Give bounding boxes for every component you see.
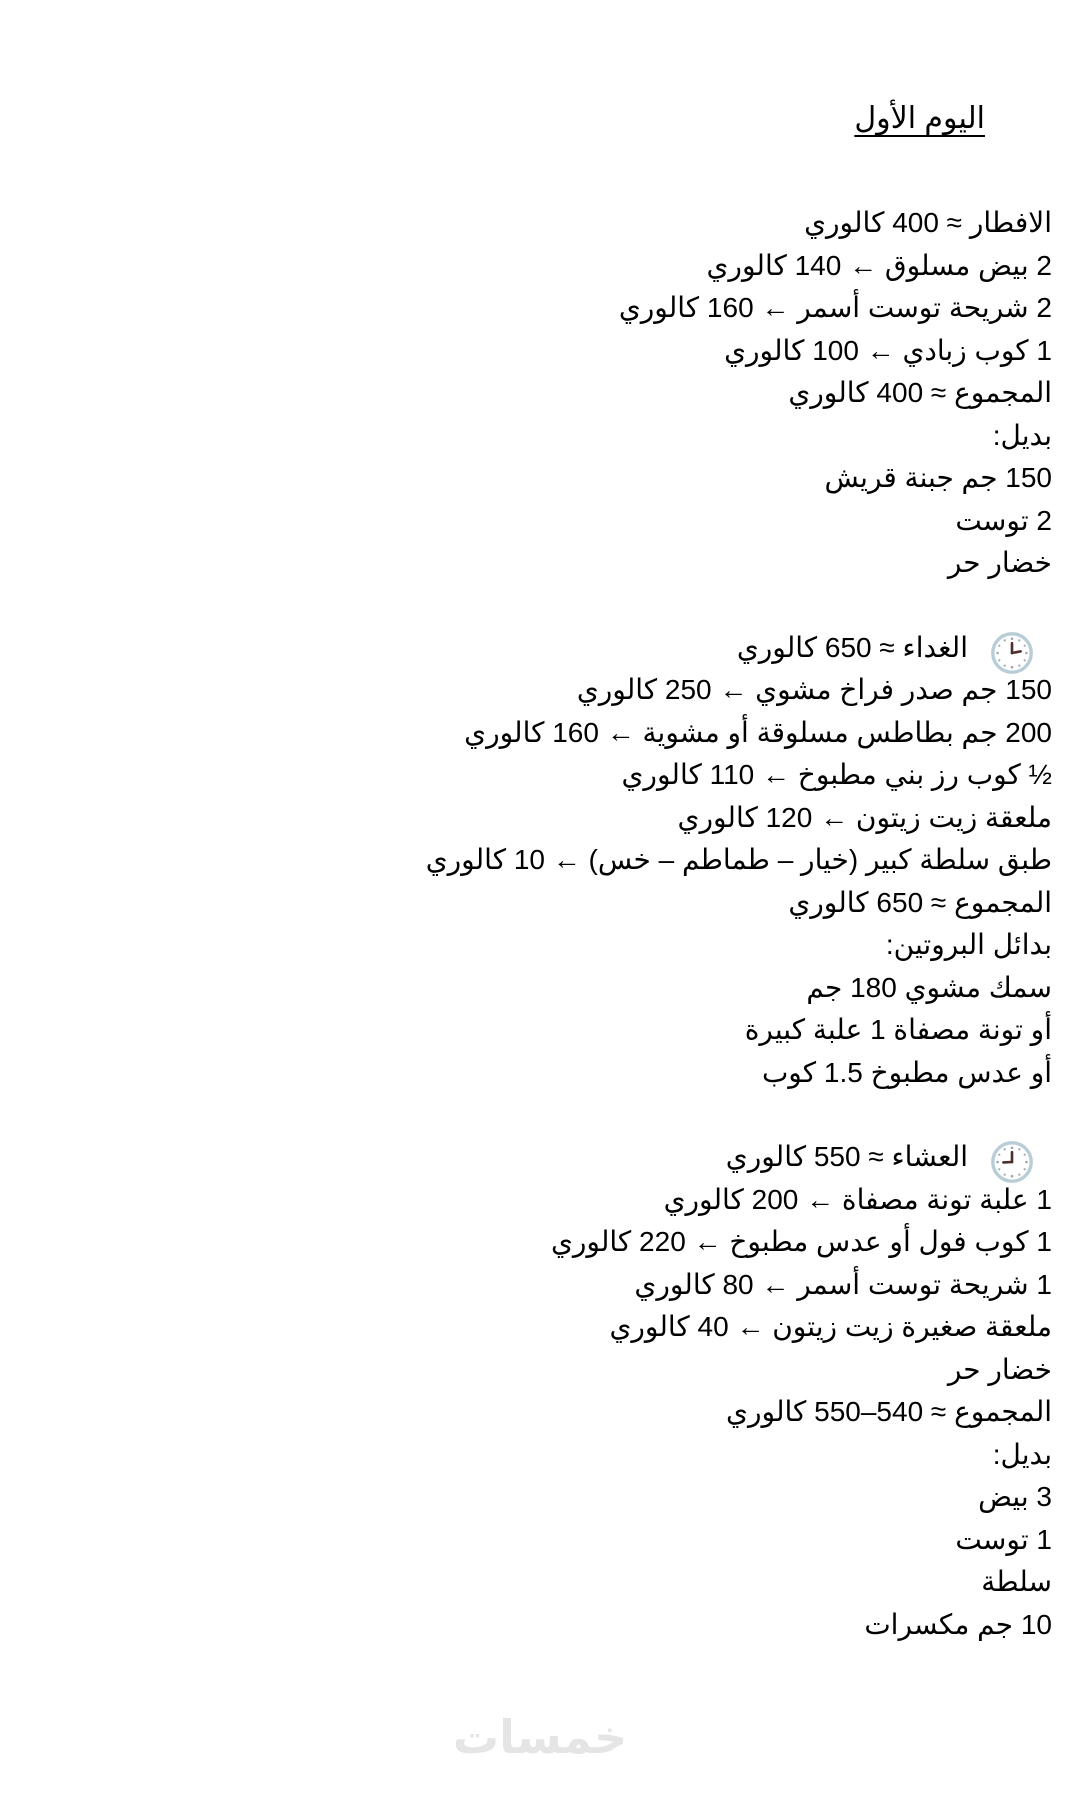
lunch-section: [28, 627, 1052, 1095]
meal-line: ملعقة زيت زيتون ← 120 كالوري: [677, 801, 1052, 833]
dinner-section: [28, 1136, 1052, 1646]
meal-line: 10 جم مكسرات: [864, 1608, 1052, 1640]
clock-icon: [990, 631, 1034, 675]
meal-line: 2 بيض مسلوق ← 140 كالوري: [706, 249, 1052, 281]
meal-line: 150 جم جبنة قريش: [824, 462, 1052, 493]
alternative-label: بدائل البروتين:: [885, 929, 1052, 960]
meal-line: 1 كوب فول أو عدس مطبوخ ← 220 كالوري: [550, 1226, 1052, 1257]
meal-line: ½ كوب رز بني مطبوخ ← 110 كالوري: [621, 759, 1052, 790]
document-title: اليوم الأول: [854, 102, 985, 135]
meal-line: خضار حر: [947, 1353, 1052, 1385]
breakfast-section: [28, 202, 1052, 585]
meal-line: خضار حر: [947, 547, 1052, 578]
alternative-label: بديل:: [992, 419, 1052, 451]
meal-line: 1 توست: [955, 1523, 1052, 1555]
meal-total-line: المجموع ≈ 540–550 كالوري: [726, 1396, 1052, 1427]
clock-icon: [990, 1140, 1034, 1184]
meal-line: 2 شريحة توست أسمر ← 160 كالوري: [618, 292, 1052, 323]
dinner-header: [28, 1136, 1052, 1179]
meal-line: 150 جم صدر فراخ مشوي ← 250 كالوري: [576, 674, 1052, 705]
lunch-header-text: الغداء ≈ 650 كالوري: [736, 631, 968, 663]
meal-line: أو تونة مصفاة 1 علبة كبيرة: [744, 1014, 1052, 1045]
meal-total-line: المجموع ≈ 650 كالوري: [788, 886, 1052, 918]
meal-line: أو عدس مطبوخ 1.5 كوب: [761, 1056, 1052, 1088]
meal-line: 2 توست: [955, 504, 1052, 536]
meal-line: 1 شريحة توست أسمر ← 80 كالوري: [634, 1268, 1052, 1300]
dinner-header-text: العشاء ≈ 550 كالوري: [725, 1141, 968, 1172]
meal-line: 1 كوب زبادي ← 100 كالوري: [724, 334, 1052, 366]
meal-line: سمك مشوي 180 جم: [806, 971, 1052, 1003]
meal-line: 1 علبة تونة مصفاة ← 200 كالوري: [663, 1183, 1052, 1215]
breakfast-header: الافطار ≈ 400 كالوري: [804, 207, 1052, 238]
meal-total-line: المجموع ≈ 400 كالوري: [788, 377, 1052, 408]
meal-line: سلطة: [981, 1566, 1052, 1597]
meal-line: 200 جم بطاطس مسلوقة أو مشوية ← 160 كالوري: [464, 716, 1052, 748]
alternative-label: بديل:: [992, 1438, 1052, 1470]
meal-line: 3 بيض: [978, 1481, 1052, 1512]
khamsat-watermark-logo: خمسات: [452, 1711, 628, 1763]
lunch-header: [28, 627, 1052, 670]
meal-line: ملعقة صغيرة زيت زيتون ← 40 كالوري: [609, 1311, 1052, 1342]
meal-line: طبق سلطة كبير (خيار – طماطم – خس) ← 10 كالوري: [425, 844, 1052, 875]
